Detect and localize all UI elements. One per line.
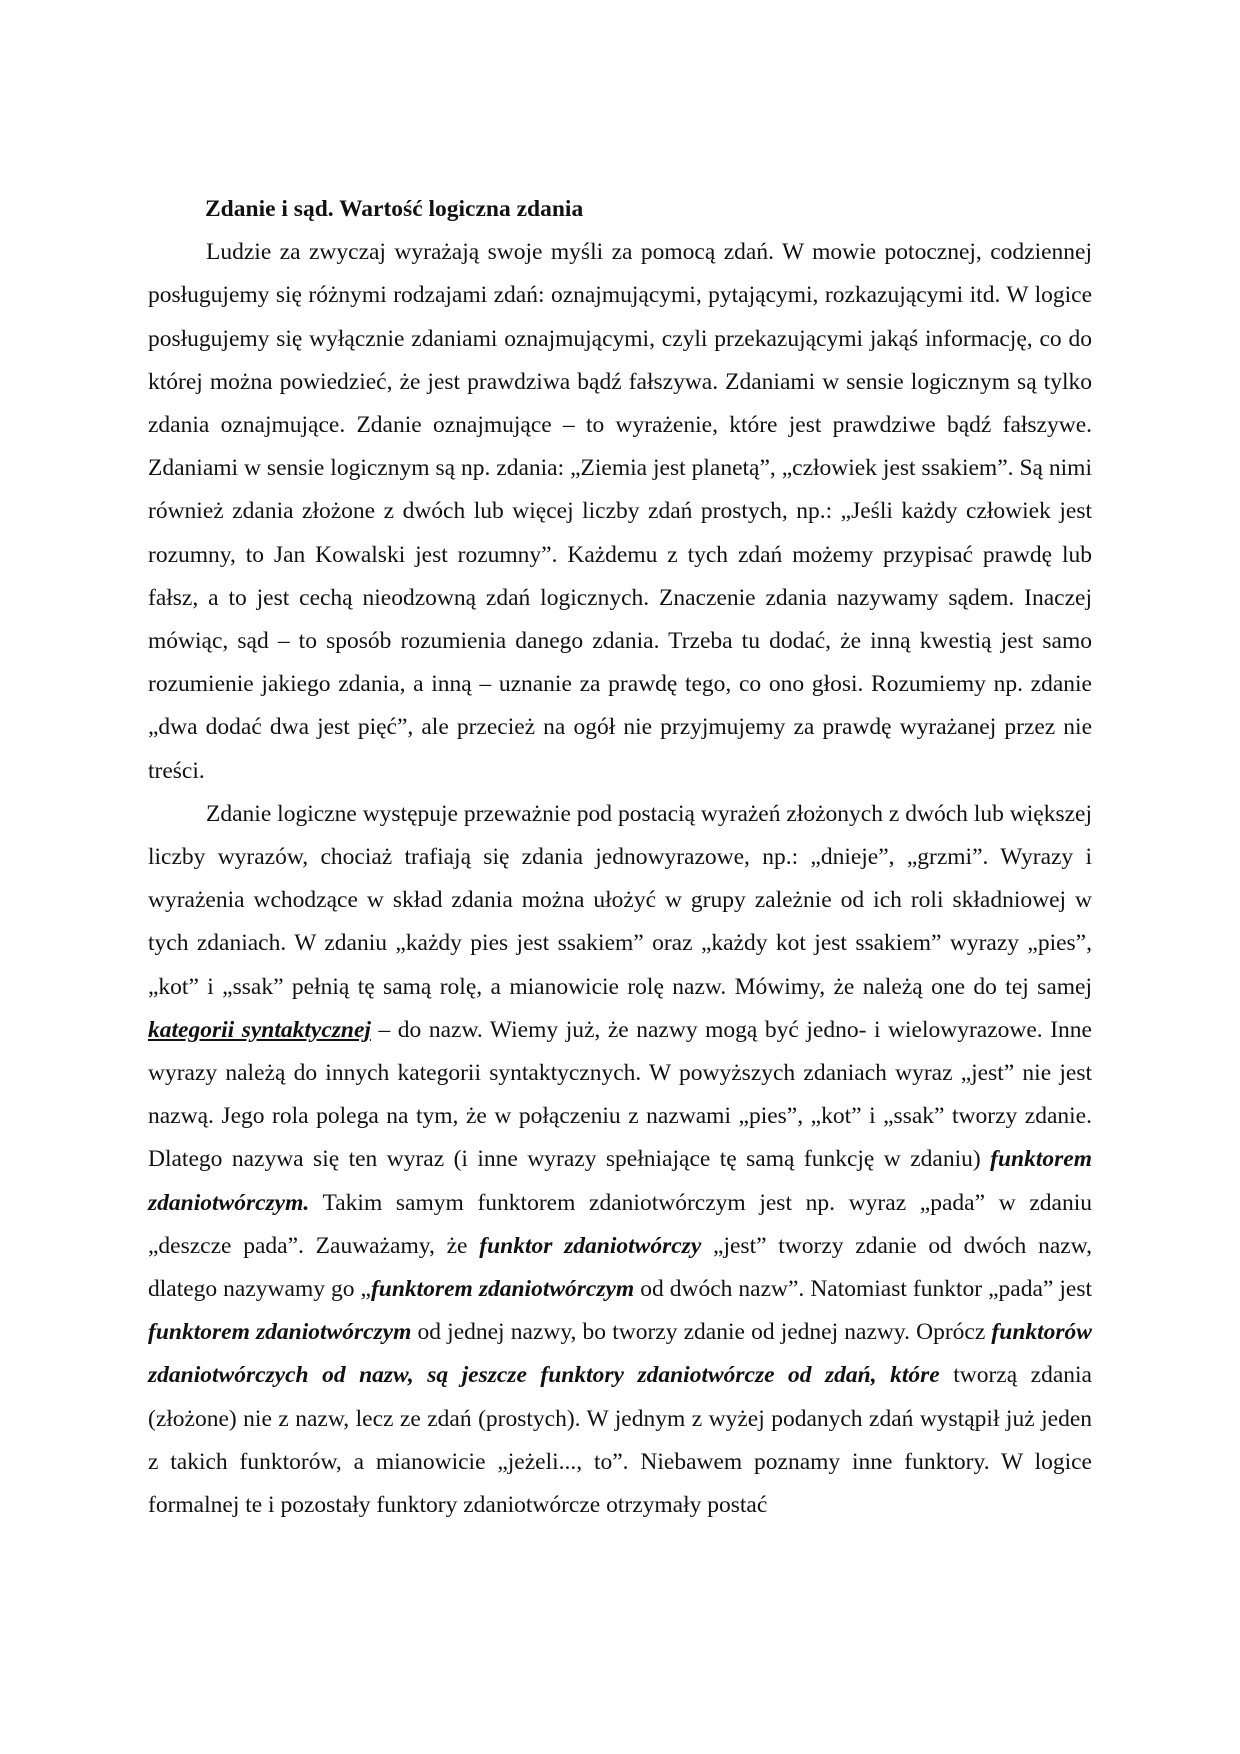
paragraph-2-text: od dwóch nazw”. Natomiast funktor „pada” jest: [634, 1276, 1093, 1303]
paragraph-2-text: tworzą zdania (złożone) nie z nazw, lecz ze zdań (prostych). W jednym z wyżej podanych zdań wystąpił już jeden z takich funktorów, a mianowicie „jeżeli..., to”. Niebawem poznamy inne funktory. W logice formalnej te i pozostały funktory zdaniotwórcze otrzymały postać: [148, 1362, 1092, 1519]
term-funktorem-zdaniotworczym: funktorem zdaniotwórczym.: [148, 1146, 1092, 1216]
paragraph-1: Ludzie za zwyczaj wyrażają swoje myśli za pomocą zdań. W mowie potocznej, codziennej posługujemy się różnymi rodzajami zdań: oznajmującymi, pytającymi, rozkazującymi itd. W logice posługujemy się wyłącznie zdaniami oznajmującymi, czyli przekazującymi jakąś informację, co do której można powiedzieć, że jest prawdziwa bądź fałszywa. Zdaniami w sensie logicznym są tylko zdania oznajmujące. Zdanie oznajmujące – to wyrażenie, które jest prawdziwe bądź fałszywe. Zdaniami w sensie logicznym są np. zdania: „Ziemia jest planetą”, „człowiek jest ssakiem”. Są nimi również zdania złożone z dwóch lub więcej liczby zdań prostych, np.: „Jeśli każdy człowiek jest rozumny, to Jan Kowalski jest rozumny”. Każdemu z tych zdań możemy przypisać prawdę lub fałsz, a to jest cechą nieodzowną zdań logicznych. Znaczenie zdania nazywamy sądem. Inaczej mówiąc, sąd – to sposób rozumienia danego zdania. Trzeba tu dodać, że inną kwestią jest samo rozumienie jakiego zdania, a inną – uznanie za prawdę tego, co ono głosi. Rozumiemy np. zdanie „dwa dodać dwa jest pięć”, ale przecież na ogół nie przyjmujemy za prawdę wyrażanej przez nie treści.: [148, 239, 1092, 784]
term-funktor-zdaniotworczy: funktor zdaniotwórczy: [479, 1232, 702, 1259]
paragraph-2: [148, 793, 1092, 1527]
document-page: [148, 188, 1092, 1527]
paragraph-2-text: – do nazw. Wiemy już, że nazwy mogą być jedno- i wielowyrazowe. Inne wyrazy należą do innych kategorii syntaktycznych. W powyższych zdaniach wyraz „jest” nie jest nazwą. Jego rola polega na tym, że w połączeniu z nazwami „pies”, „kot” i „ssak” tworzy zdanie. Dlatego nazywa się ten wyraz (i inne wyrazy spełniające tę samą funkcję w zdaniu): [148, 1016, 1092, 1173]
term-funktorem-zdaniotworczym: funktorem zdaniotwórczym: [370, 1276, 635, 1303]
paragraph-2-text: od jednej nazwy, bo tworzy zdanie od jednej nazwy. Oprócz: [411, 1319, 992, 1346]
term-kategorii-syntaktycznej: kategorii syntaktycznej: [148, 1016, 371, 1043]
paragraph-2-text: Takim samym funktorem zdaniotwórczym jest np. wyraz „pada” w zdaniu „deszcze pada”. Zauważamy, że: [148, 1189, 1092, 1259]
term-funktorem-zdaniotworczym: funktorem zdaniotwórczym: [148, 1319, 412, 1346]
document-title: Zdanie i sąd. Wartość logiczna zdania: [205, 196, 584, 222]
paragraph-2-text: Zdanie logiczne występuje przeważnie pod postacią wyrażeń złożonych z dwóch lub większej liczby wyrazów, chociaż trafiają się zdania jednowyrazowe, np.: „dnieje”, „grzmi”. Wyrazy i wyrażenia wchodzące w skład zdania można ułożyć w grupy zależnie od ich roli składniowej w tych zdaniach. W zdaniu „każdy pies jest ssakiem” oraz „każdy kot jest ssakiem” wyrazy „pies”, „kot” i „ssak” pełnią tę samą rolę, a mianowicie rolę nazw. Mówimy, że należą one do tej samej: [148, 800, 1092, 1000]
paragraph-2-text: „jest” tworzy zdanie od dwóch nazw, dlatego nazywamy go „: [148, 1232, 1093, 1303]
term-funktorow-zdaniotworczych: funktorów zdaniotwórczych od nazw, są jeszcze funktory zdaniotwórcze od zdań, które: [148, 1319, 1092, 1389]
